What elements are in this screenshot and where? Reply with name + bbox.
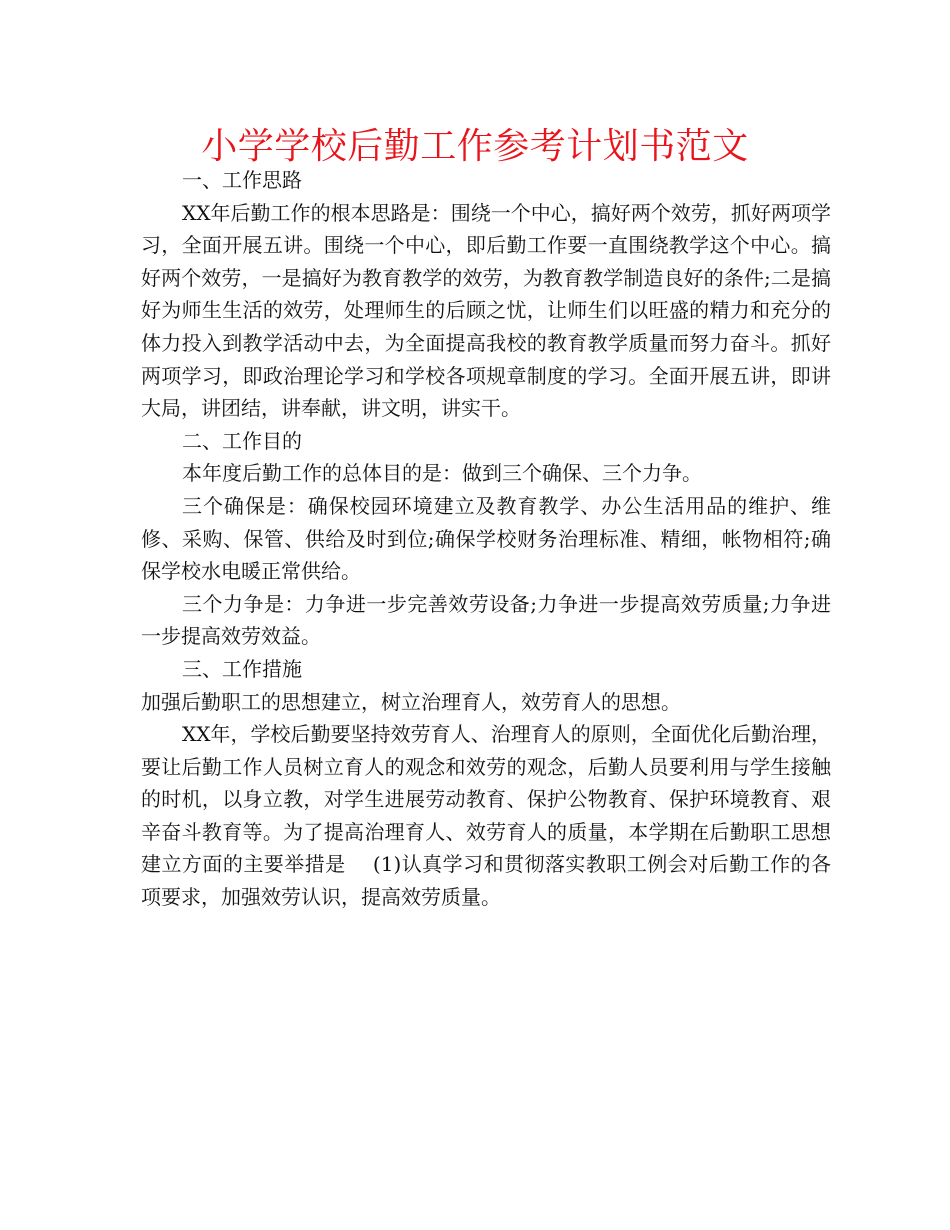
section-heading-2: 二、工作目的 <box>182 428 302 453</box>
paragraph-three-strives: 三个力争是：力争进一步完善效劳设备;力争进一步提高效劳质量;力争进一步提高效劳效益。 <box>141 591 831 649</box>
section-heading-1: 一、工作思路 <box>182 168 302 192</box>
document-body <box>141 164 831 914</box>
section-heading-3: 三、工作措施 <box>182 656 302 681</box>
paragraph-three-ensures: 三个确保是：确保校园环境建立及教育教学、办公生活用品的维护、维修、采购、保管、供给及时到位;确保学校财务治理标准、精细，帐物相符;确保学校水电暖正常供给。 <box>141 493 831 584</box>
paragraph-staff-thinking: 加强后勤职工的思想建立，树立治理育人，效劳育人的思想。 <box>141 689 681 714</box>
document-title: 小学学校后勤工作参考计划书范文 <box>201 126 749 167</box>
paragraph-service-education: XX年，学校后勤要坚持效劳育人、治理育人的原则，全面优化后勤治理，要让后勤工作人员树立育人的观念和效劳的观念，后勤人员要利用与学生接触的时机，以身立教，对学生进展劳动教育、保护公物教育、保护环境教育、艰辛奋斗教育等。为了提高治理育人、效劳育人的质量，本学期在后勤职工思想建立方面的主要举措是 (1)认真学习和贯彻落实教职工例会对后勤工作的各项要求，加强效劳认识，提高效劳质量。 <box>141 722 831 910</box>
paragraph-overall-goal: 本年度后勤工作的总体目的是：做到三个确保、三个力争。 <box>182 461 702 486</box>
paragraph-work-approach: XX年后勤工作的根本思路是：围绕一个中心，搞好两个效劳，抓好两项学习，全面开展五讲。围绕一个中心，即后勤工作要一直围绕教学这个中心。搞好两个效劳，一是搞好为教育教学的效劳，为教育教学制造良好的条件;二是搞好为师生生活的效劳，处理师生的后顾之忧，让师生们以旺盛的精力和充分的体力投入到教学活动中去，为全面提高我校的教育教学质量而努力奋斗。抓好两项学习，即政治理论学习和学校各项规章制度的学习。全面开展五讲，即讲大局，讲团结，讲奉献，讲文明，讲实干。 <box>141 200 831 421</box>
